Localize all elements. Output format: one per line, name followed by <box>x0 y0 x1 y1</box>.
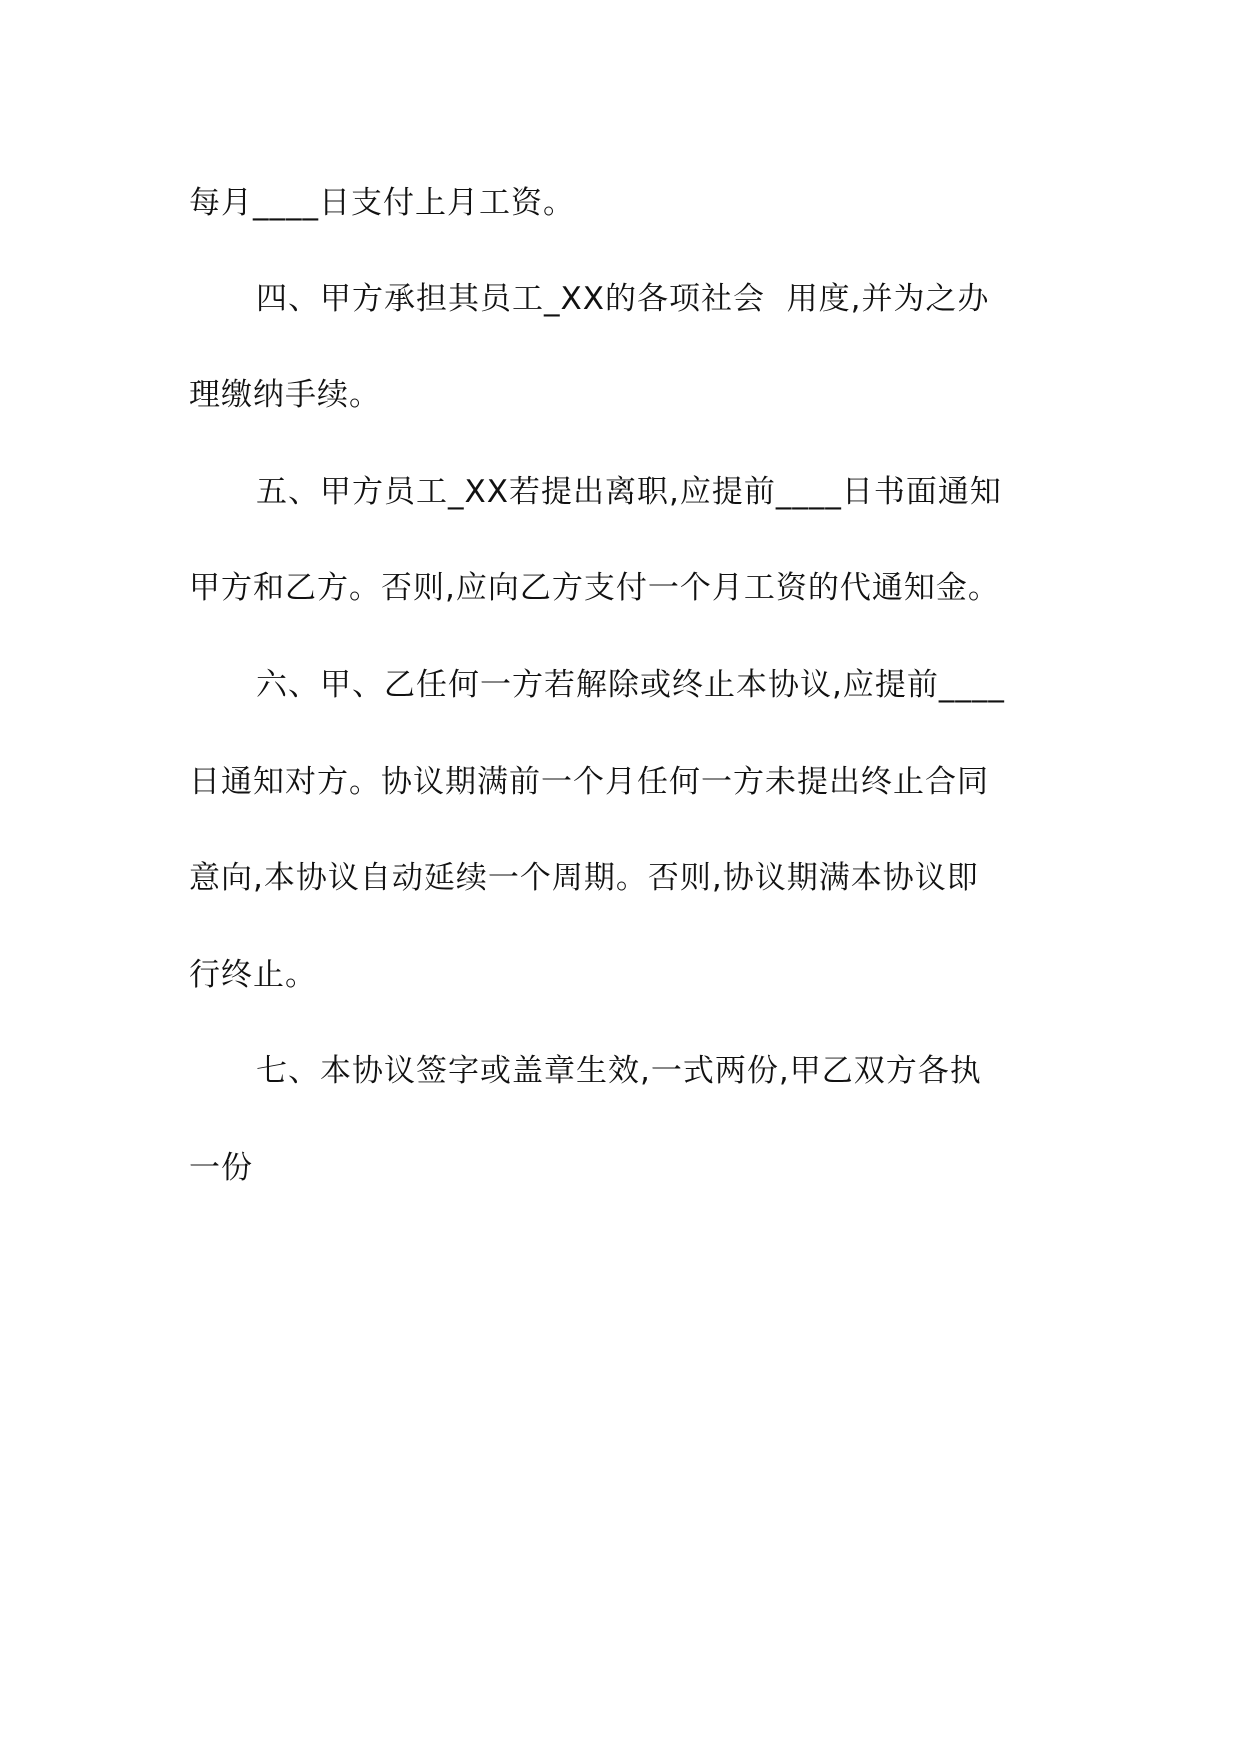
text-line-10: 七、本协议签字或盖章生效,一式两份,甲乙双方各执 <box>256 1053 982 1089</box>
text-line-9: 行终止。 <box>189 957 317 993</box>
text-line-1: 每月____日支付上月工资。 <box>189 185 575 221</box>
text-line-3: 理缴纳手续。 <box>189 377 381 413</box>
text-line-6: 六、甲、乙任何一方若解除或终止本协议,应提前____ <box>256 667 1005 703</box>
text-line-2: 四、甲方承担其员工_XX的各项社会 用度,并为之办 <box>256 281 990 317</box>
text-line-5: 甲方和乙方。否则,应向乙方支付一个月工资的代通知金。 <box>189 570 1000 606</box>
text-line-8: 意向,本协议自动延续一个周期。否则,协议期满本协议即 <box>189 860 979 896</box>
text-line-4: 五、甲方员工_XX若提出离职,应提前____日书面通知 <box>256 474 1002 510</box>
text-line-7: 日通知对方。协议期满前一个月任何一方未提出终止合同 <box>189 764 989 800</box>
text-line-11: 一份 <box>189 1150 253 1186</box>
